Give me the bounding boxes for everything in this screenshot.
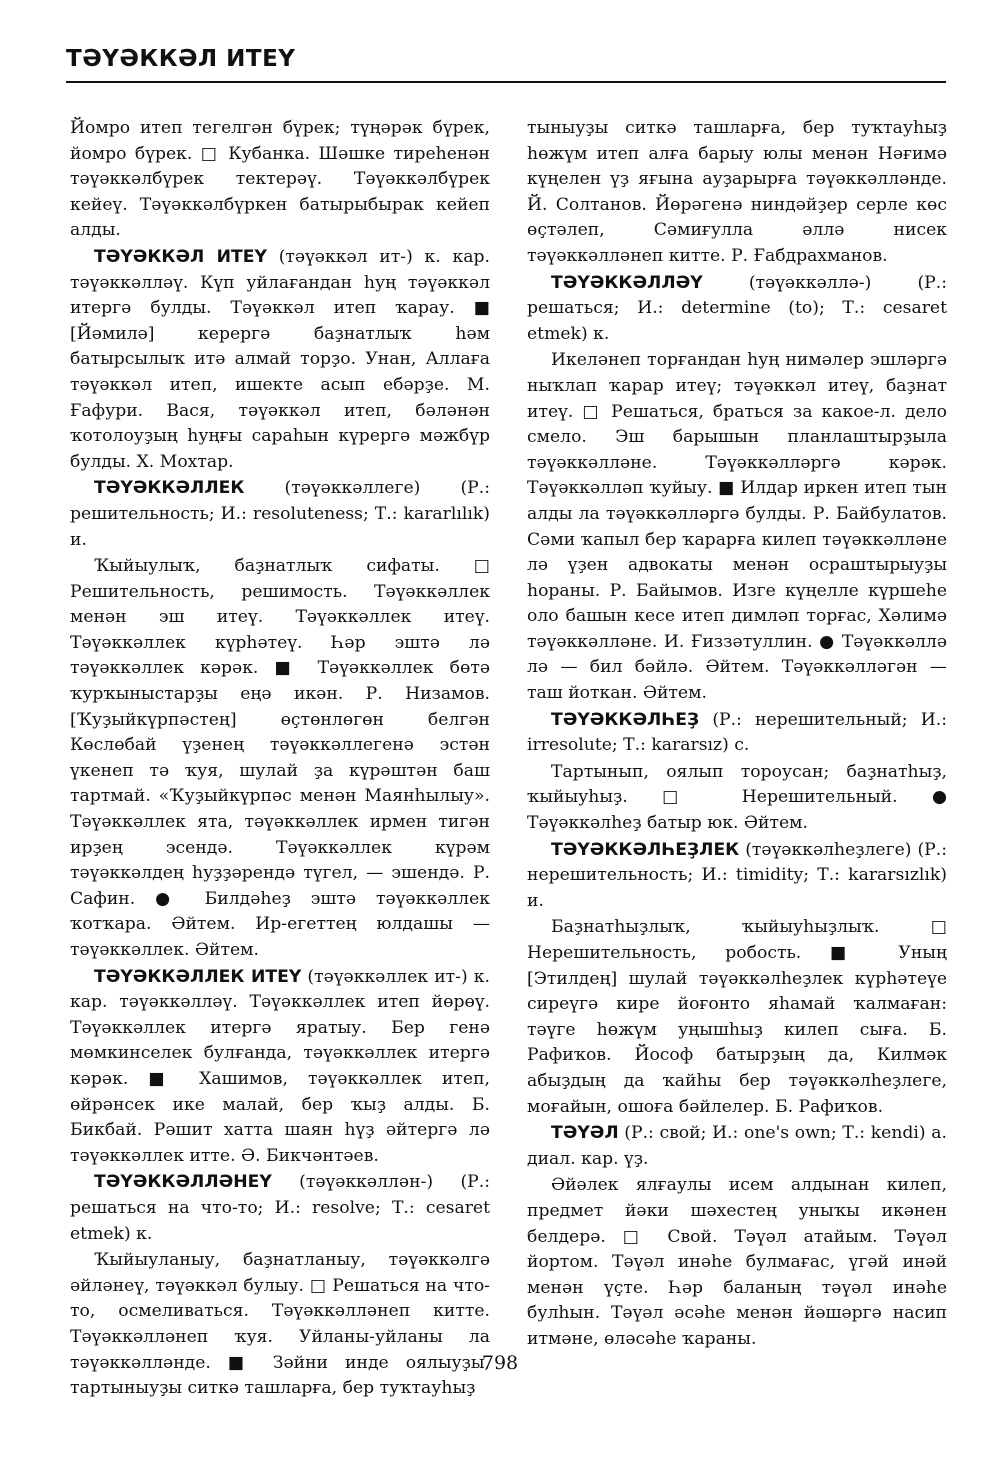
header-rule	[66, 81, 946, 83]
entry-continuation: Йомро итеп тегелгән бүрек; түңәрәк бүрек, йомро бүрек. □ Кубанка. Шәшке тиреһенән тәүәккәлбүрек тектерәү. Тәүәккәлбүрек кейеү. Тәүәккәлбүркен батырыбырак кейеп алды.	[70, 118, 490, 241]
headword: ТӘҮӘККӘЛЛӘҮ	[551, 272, 703, 293]
page-title: ТӘҮӘККӘЛ ИТЕҮ	[66, 46, 296, 72]
right-column	[527, 116, 947, 1354]
dictionary-entry: ТӘҮӘЛ (Р.: свой; И.: one's own; Т.: kendi) а. диал. кар. үҙ.	[527, 1123, 947, 1169]
headword: ТӘҮӘККӘЛЛӘНЕҮ	[94, 1172, 272, 1193]
dictionary-entry: ТӘҮӘККӘЛҺЕҘ (Р.: нерешительный; И.: irresolute; Т.: kararsız) с.	[527, 709, 947, 756]
definition: Баҙнатһыҙлыҡ, ҡыйыуһыҙлыҡ. □ Нерешительность, робость. ■ Уның [Этилдең] шулай тәүәккәлһеҙлек күрһәтеүе сиреүгә кире йоғонто яһамай ҡалмаған: тәүге һөжүм уңышһыҙ килеп сыға. Б. Рафиҡов. Йософ батырҙың да, Килмәк абыҙдың да ҡайһы бер тәүәккәлһеҙлеге, моғайын, ошоға бәйлелер. Б. Рафиҡов.	[527, 917, 947, 1117]
left-column	[70, 116, 490, 1403]
dictionary-entry: ТӘҮӘККӘЛЛЕК (тәүәккәллеге) (Р.: решительность; И.: resoluteness; Т.: kararlılık) и.	[70, 478, 490, 550]
headword: ТӘҮӘККӘЛЛЕК ИТЕҮ	[94, 966, 302, 987]
page-number: 798	[481, 1352, 519, 1374]
dictionary-entry: ТӘҮӘККӘЛЛӘНЕҮ (тәүәккәллән-) (Р.: решаться на что-то; И.: resolve; Т.: cesaret etmek) к.	[70, 1172, 490, 1244]
definition: Әйәлек ялғаулы исем алдынан килеп, предмет йәки шәхестең уныҡы икәнен белдерә. □ Свой. Тәүәл атайым. Тәүәл йортом. Тәүәл инәһе булмағас, үгәй инәй менән үҫте. Һәр баланың тәүәл инәһе булһын. Тәүәл әсәһе менән йәшәргә насип итмәне, өләсәһе ҡараны.	[527, 1175, 947, 1349]
definition: Тартынып, оялып тороусан; баҙнатһыҙ, ҡыйыуһыҙ. □ Нерешительный. ● Тәүәккәлһеҙ батыр юк. Әйтем.	[527, 761, 947, 834]
headword: ТӘҮӘККӘЛҺЕҘ	[551, 709, 700, 730]
headword: ТӘҮӘККӘЛҺЕҘЛЕК	[551, 839, 740, 860]
definition: Ҡыйыулыҡ, баҙнатлыҡ сифаты. □ Решительность, решимость. Тәүәккәллек менән эш итеү. Тәүәккәллек итеү. Тәүәккәллек күрһәтеү. Һәр эштә лә тәүәккәллек кәрәк. ■ Тәүәккәллек бөтә ҡурҡыныстарҙы еңә икән. Р. Низамов. [Ҡуҙыйкүрпәстең] өҫтөнлөгөн белгән Көслөбай үҙенең тәүәккәллегенә эстән үкенеп тә ҡуя, шулай ҙа күрәштән баш тартмай. «Ҡуҙыйкүрпәс менән Маянһылыу». Тәүәккәллек ята, тәүәккәллек ирмен тигән ирҙең эсендә. Тәүәккәллек күрәм тәүәккәлдең һуҙҙәрендә түгел, — эшендә. Р. Сафин. ● Билдәһеҙ эштә тәүәккәллек ҡотҡара. Әйтем. Ир-егеттең юлдашы — тәүәккәллек. Әйтем.	[70, 556, 490, 960]
headword: ТӘҮӘЛ	[551, 1123, 619, 1144]
definition: Икеләнеп торғандан һуң нимәлер эшләргә ныҡлап ҡарар итеү; тәүәккәл итеү, баҙнат итеү. □ Решаться, браться за какое-л. дело смело. Эш барышын планлаштырҙыла тәүәккәлләне. Тәүәккәлләргә кәрәк. Тәүәккәлләп ҡуйыу. ■ Илдар иркен итеп тын алды ла тәүәккәлләргә булды. Р. Байбулатов. Сәми ҡапыл бер ҡарарға килеп тәүәккәлләне лә үҙен адвокаты менән осраштырыуҙы һораны. Р. Байымов. Изге күңелле күршеһе оло башын кесе итеп димләп торғас, Хәлимә тәүәккәлләне. И. Ғиззәтуллин. ● Тәүәккәллә лә — бил бәйлә. Әйтем. Тәүәккәлләгән — таш йоткан. Әйтем.	[527, 350, 947, 704]
dictionary-entry: ТӘҮӘККӘЛЛЕК ИТЕҮ (тәүәккәллек ит-) к. кар. тәүәккәлләү. Тәүәккәллек итеп йөрөү. Тәүәккәллек итергә яратыу. Бер генә мөмкинселек булғанда, тәүәккәллек итергә кәрәк. ■ Хашимов, тәүәккәллек итеп, өйрәнсек ике малай, бер ҡыҙ алды. Б. Бикбай. Рәшит хатта шаян һүҙ әйтергә лә тәүәккәллек итте. Ә. Бикчәнтәев.	[70, 966, 491, 1166]
headword: ТӘҮӘККӘЛ ИТЕҮ	[94, 246, 267, 267]
definition: Ҡыйыуланыу, баҙнатланыу, тәүәккәлгә әйләнеү, тәүәккәл булыу. □ Решаться на что-то, осмеливаться. Тәүәккәлләнеп китте. Тәүәккәлләнеп ҡуя. Уйланы-уйланы ла тәүәккәлләнде. ■ Зәйни инде оялыуҙы, тартыныуҙы ситкә ташларға, бер туҡтауһыҙ	[70, 1250, 490, 1399]
entry-continuation: тыныуҙы ситкә ташларға, бер туҡтауһыҙ һөжүм итеп алға барыу юлы менән Нәғимә күңелен үҙ яғына ауҙарырға тәүәккәлләнде. Й. Солтанов. Йөрәгенә ниндәйҙер серле көс өҫтәлеп, Сәмиғулла әллә нисек тәүәккәлләнеп китте. Р. Ғабдрахманов.	[527, 118, 947, 266]
dictionary-entry: ТӘҮӘККӘЛҺЕҘЛЕК (тәүәккәлһеҙлеге) (Р.: нерешительность; И.: timidity; Т.: kararsızlık) и.	[527, 839, 947, 911]
dictionary-entry: ТӘҮӘККӘЛЛӘҮ (тәүәккәллә-) (Р.: решаться; И.: determine (to); Т.: cesaret etmek) к.	[527, 272, 947, 344]
headword: ТӘҮӘККӘЛЛЕК	[94, 478, 245, 499]
dictionary-entry: ТӘҮӘККӘЛ ИТЕҮ (тәүәккәл ит-) к. кар. тәүәккәлләү. Күп уйлағандан һуң тәүәккәл итергә булды. Тәүәккәл итеп ҡарау. ■ [Йәмилә] керергә баҙнатлыҡ һәм батырсылыҡ итә алмай торҙо. Унан, Аллаға тәүәккәл итеп, ишекте асып ебәрҙе. М. Ғафури. Вася, тәүәккәл итеп, бәләнән ҡотолоуҙың һуңғы сараһын күрергә мәжбүр булды. Х. Мохтар.	[70, 246, 490, 472]
